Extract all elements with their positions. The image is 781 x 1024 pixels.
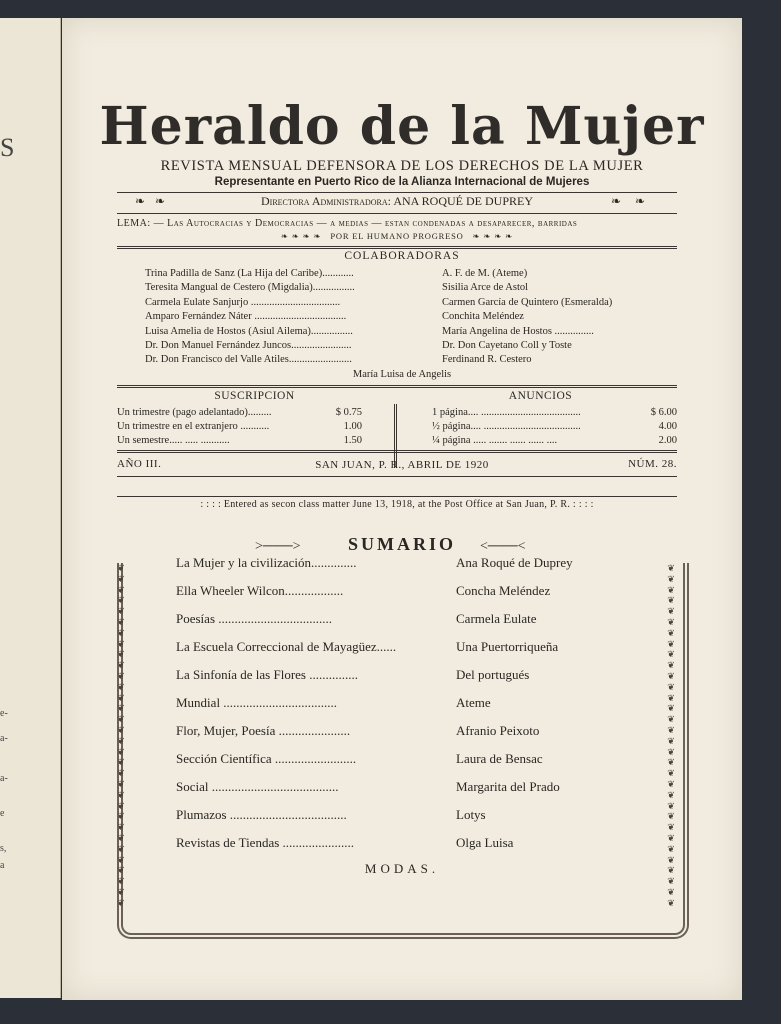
lema-line-2 [117, 231, 677, 242]
lema-line: LEMA: — Las Autocracias y Democracias — a medias — estan condenadas a desaparecer, barridas [117, 218, 578, 229]
contributor: Trina Padilla de Sanz (La Hija del Caribe)............ [145, 268, 354, 279]
article-author: Concha Meléndez [456, 583, 551, 598]
price-label: ¼ página ..... ....... ...... ...... .... [432, 435, 558, 446]
contributor: Dr. Don Cayetano Coll y Toste [442, 340, 572, 352]
postal-notice: : : : : Entered as secon class matter June 13, 1918, at the Post Office at San Juan, P. R. : : : : [200, 499, 594, 510]
anuncios-heading: ANUNCIOS [508, 390, 573, 402]
divider [117, 450, 677, 453]
price-value: 4.00 [658, 421, 677, 432]
article-title: Plumazos .................................... [176, 807, 347, 822]
price-row [432, 406, 677, 420]
price-row [432, 434, 677, 448]
contributor: Ferdinand R. Cestero [442, 354, 532, 366]
anuncios-table [432, 406, 677, 448]
contributor: María Angelina de Hostos ............... [442, 325, 594, 337]
article-title: Revistas de Tiendas ...................... [176, 835, 355, 850]
representation-line: Representante en Puerto Rico de la Alianza Internacional de Mujeres [214, 176, 590, 188]
magazine-page [62, 18, 742, 1000]
price-row [117, 434, 362, 448]
suscripcion-table [117, 406, 362, 448]
sumario-footer: MODAS. [364, 861, 440, 876]
ornament-icon: ❧ [302, 231, 311, 241]
contributor: Teresita Mangual de Cestero (Migdalia)................ [145, 282, 355, 294]
left-page-fragment: a- [0, 733, 8, 744]
ornament-icon: ❧ [135, 194, 146, 208]
price-row [117, 420, 362, 434]
director-row [117, 194, 677, 209]
price-value: 1.00 [343, 421, 362, 432]
article-author: Ateme [456, 695, 491, 710]
issue-number: NÚM. 28. [628, 458, 677, 470]
price-value: $ 0.75 [335, 407, 362, 418]
article-author: Afranio Peixoto [456, 723, 540, 738]
price-label: 1 página.... ...................................... [432, 407, 581, 418]
contributor: Amparo Fernández Náter ................................... [145, 311, 347, 323]
masthead-title: Heraldo de la Mujer [99, 96, 705, 157]
ornament-icon: ❧ [635, 194, 646, 208]
article-author: Carmela Eulate [456, 611, 537, 626]
article-title: La Mujer y la civilización.............. [176, 555, 357, 570]
subtitle: REVISTA MENSUAL DEFENSORA DE LOS DERECHOS DE LA MUJER [160, 158, 644, 174]
article-title: Ella Wheeler Wilcon.................. [176, 583, 344, 598]
article-author: Del portugués [456, 667, 530, 682]
suscripcion-heading: SUSCRIPCION [214, 390, 295, 402]
contributor: Luisa Amelia de Hostos (Asiul Ailema)................ [145, 325, 353, 337]
lema-continuation: POR EL HUMANO PROGRESO [330, 231, 464, 241]
divider [117, 246, 677, 249]
left-page-fragment: a [0, 860, 5, 871]
colaboradoras-left-column [145, 267, 435, 368]
left-page-fragment: s, [0, 843, 7, 854]
arrow-left-icon: >───> [255, 539, 301, 554]
price-row [117, 406, 362, 420]
article-title: La Escuela Correccional de Mayagüez...... [176, 639, 397, 654]
director-label: Directora Administradora: [261, 194, 391, 208]
sumario-heading: SUMARIO [347, 534, 456, 554]
vine-border-left-icon: ❦ ❦ ❦ ❦ ❦ ❦ ❦ ❦ ❦ ❦ ❦ ❦ ❦ ❦ ❦ ❦ ❦ ❦ ❦ ❦ ❦ ❦ ❦ ❦ ❦ ❦ ❦ ❦ ❦ ❦ ❦ ❦ [117, 563, 125, 908]
article-title: Sección Científica ......................... [176, 751, 357, 766]
article-author: Una Puertorriqueña [456, 639, 559, 654]
left-page-edge [0, 18, 61, 998]
price-label: Un trimestre en el extranjero ........... [117, 421, 270, 432]
ornament-icon: ❧ [280, 231, 289, 241]
contributor: Conchita Meléndez [442, 311, 524, 323]
issue-date: SAN JUAN, P. R., ABRIL DE 1920 [315, 459, 489, 471]
ornament-icon: ❧ [155, 194, 166, 208]
ornament-icon: ❧ [291, 231, 300, 241]
article-title: La Sinfonía de las Flores ............... [176, 667, 358, 682]
price-value: $ 6.00 [650, 407, 677, 418]
left-page-fragment: a- [0, 773, 8, 784]
divider [117, 496, 677, 497]
contributor: Dr. Don Manuel Fernández Juncos....................... [145, 340, 352, 352]
director-name: ANA ROQUÉ DE DUPREY [393, 194, 533, 208]
article-title: Social ....................................... [176, 779, 339, 794]
contributor: Dr. Don Francisco del Valle Atiles........................ [145, 354, 352, 366]
price-value: 2.00 [658, 435, 677, 446]
arrow-right-icon: <───< [480, 539, 526, 554]
divider [117, 192, 677, 193]
article-title: Poesías ................................... [176, 611, 332, 626]
divider [117, 385, 677, 388]
article-title: Mundial ................................... [176, 695, 338, 710]
contributor: Carmen García de Quintero (Esmeralda) [442, 296, 613, 308]
article-author: Laura de Bensac [456, 751, 543, 766]
article-title: Flor, Mujer, Poesía ...................... [176, 723, 351, 738]
divider [117, 476, 677, 477]
colaboradoras-right-column [442, 267, 682, 368]
left-page-fragment: S [0, 133, 15, 162]
divider [117, 213, 677, 214]
ornament-icon: ❧ [494, 231, 503, 241]
contributor: Carmela Eulate Sanjurjo .................................. [145, 296, 341, 308]
colaboradoras-heading: COLABORADORAS [344, 250, 460, 262]
price-label: Un trimestre (pago adelantado)......... [117, 407, 272, 418]
contributor: Sisilia Arce de Astol [442, 282, 529, 294]
price-label: Un semestre..... ..... ........... [117, 435, 230, 446]
article-author: Ana Roqué de Duprey [456, 555, 573, 570]
price-row [432, 420, 677, 434]
left-page-fragment: e [0, 808, 5, 819]
issue-year: AÑO III. [117, 458, 162, 470]
vine-border-right-icon: ❦ ❦ ❦ ❦ ❦ ❦ ❦ ❦ ❦ ❦ ❦ ❦ ❦ ❦ ❦ ❦ ❦ ❦ ❦ ❦ ❦ ❦ ❦ ❦ ❦ ❦ ❦ ❦ ❦ ❦ ❦ ❦ [667, 563, 675, 908]
left-page-fragment: e- [0, 708, 8, 719]
ornament-icon: ❧ [611, 194, 622, 208]
price-value: 1.50 [343, 435, 362, 446]
ornament-icon: ❧ [472, 231, 481, 241]
article-author: Lotys [456, 807, 486, 822]
article-author: Margarita del Prado [456, 779, 560, 794]
ornament-icon: ❧ [313, 231, 322, 241]
contributor: A. F. de M. (Ateme) [442, 268, 528, 279]
contributor-last: María Luisa de Angelis [352, 369, 452, 380]
article-author: Olga Luisa [456, 835, 514, 850]
price-label: ½ página.... ..................................... [432, 421, 581, 432]
ornament-icon: ❧ [505, 231, 514, 241]
ornament-icon: ❧ [483, 231, 492, 241]
